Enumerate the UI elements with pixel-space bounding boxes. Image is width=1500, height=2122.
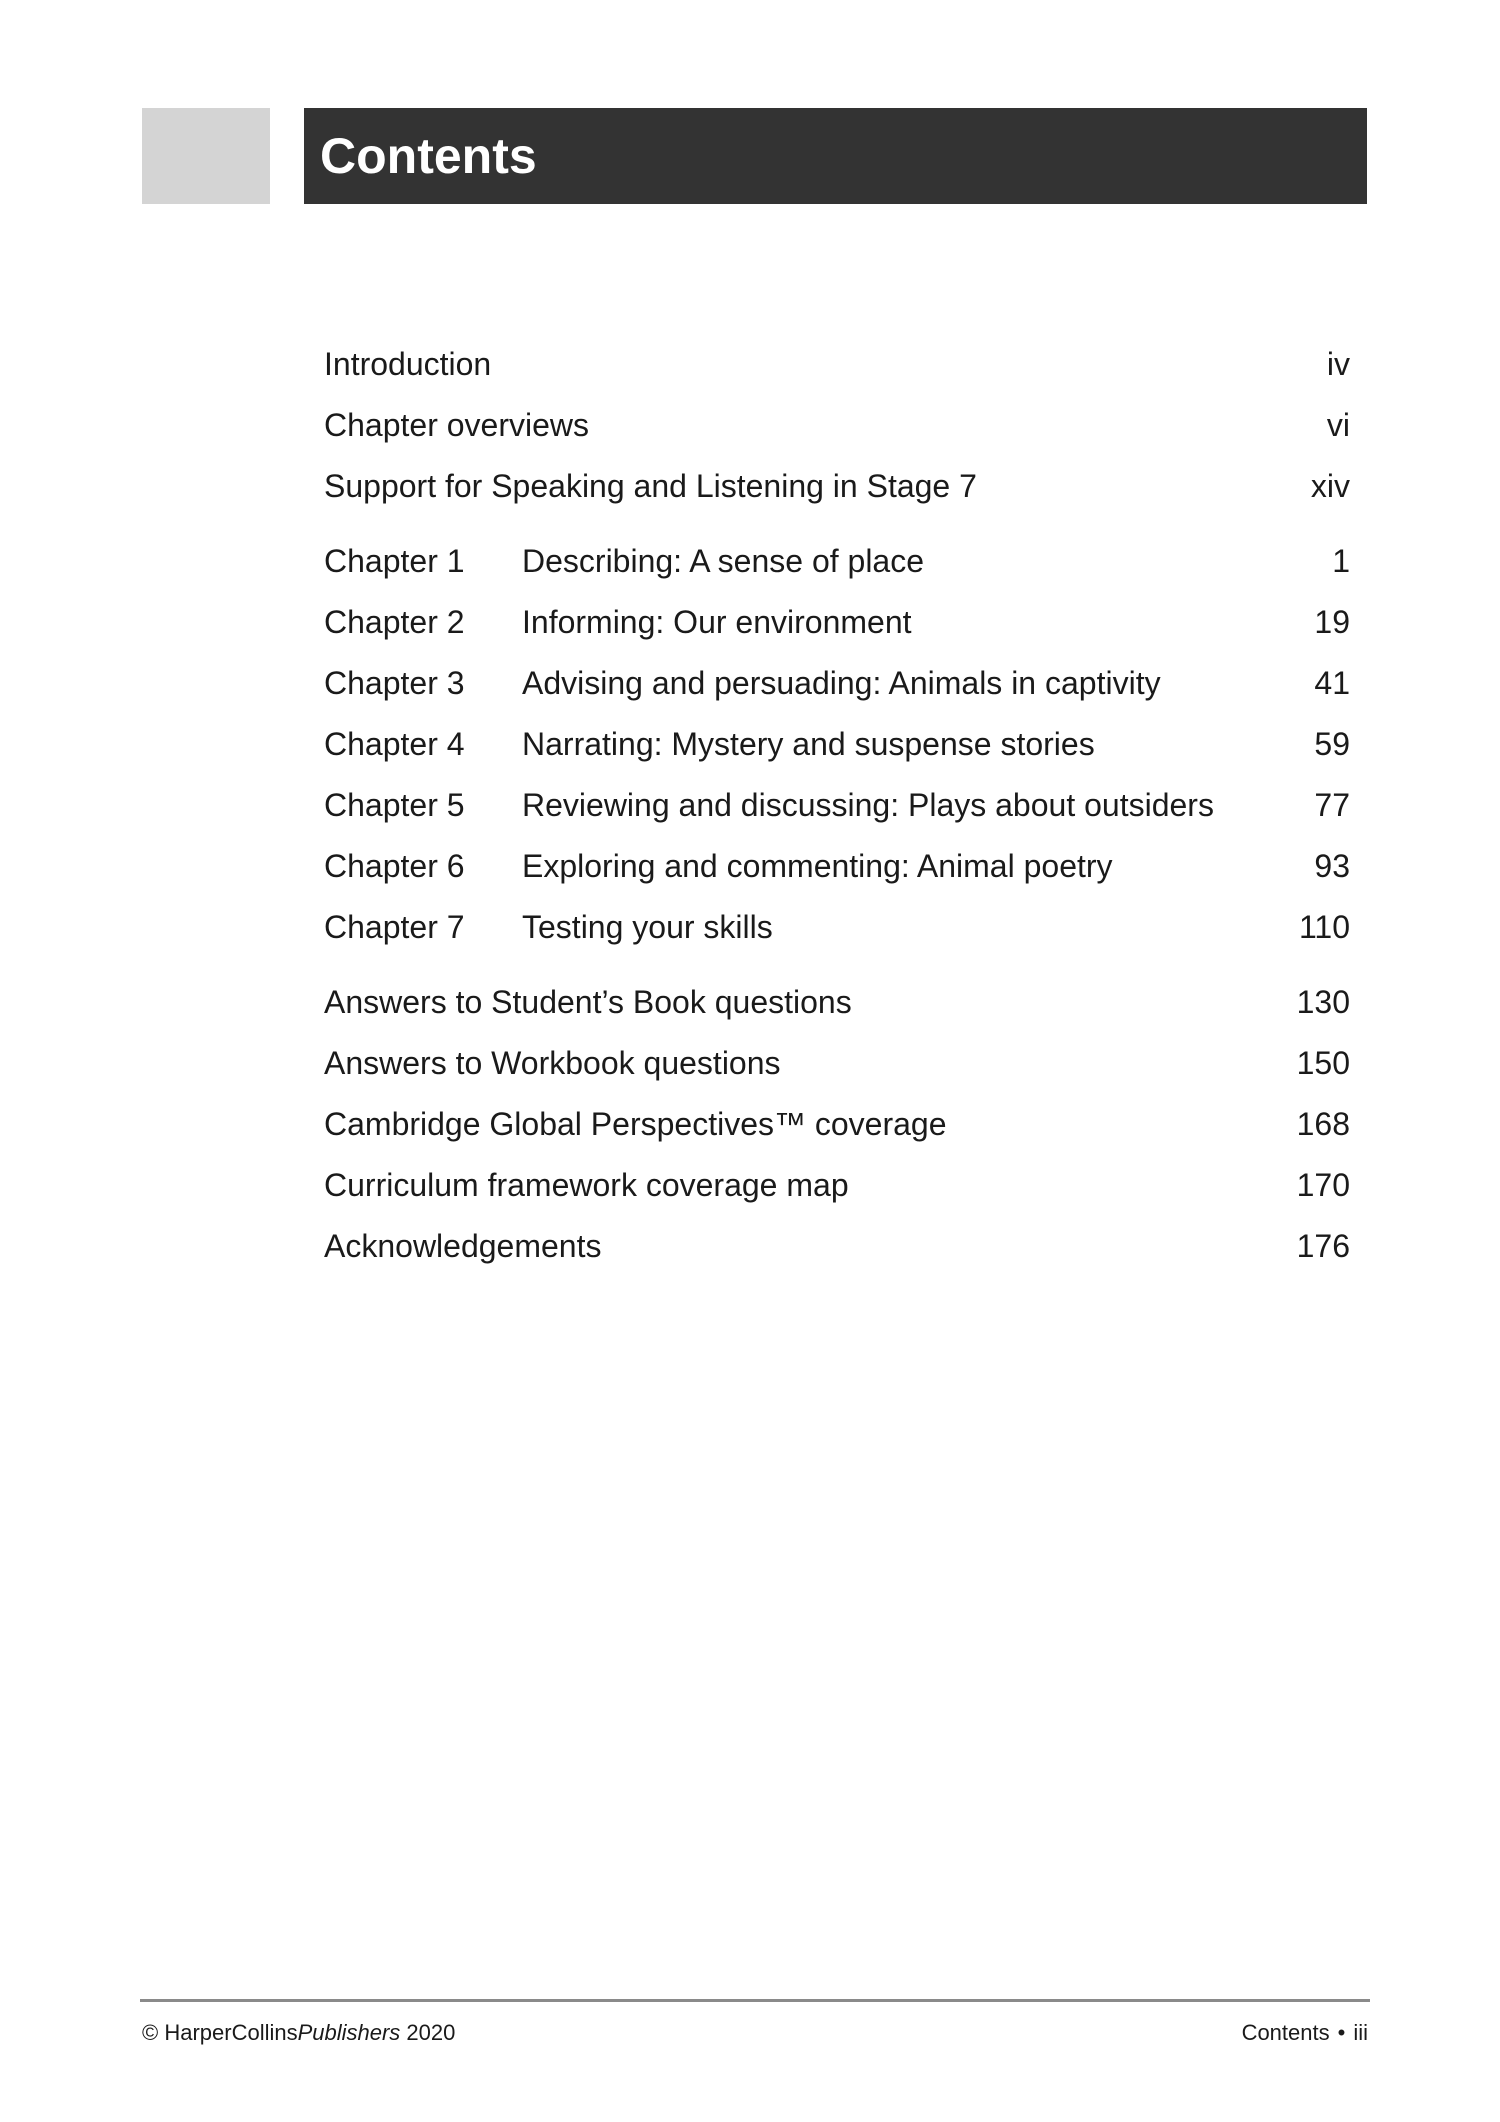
title-bar <box>304 108 1367 204</box>
header-grey-block <box>142 108 270 204</box>
toc-chapters <box>324 531 1350 958</box>
toc-entry-title: Chapter overviews <box>324 407 589 443</box>
toc-entry-title: Exploring and commenting: Animal poetry <box>522 848 1113 884</box>
footer-section: Contents <box>1241 2020 1330 2045</box>
toc-entry-page: 150 <box>1296 1045 1350 1081</box>
toc-chapter-number: Chapter 1 <box>324 543 465 579</box>
toc-entry[interactable] <box>324 395 1350 456</box>
toc-chapter-entry[interactable] <box>324 531 1350 592</box>
toc-front-matter <box>324 334 1350 517</box>
footer-bullet: • <box>1337 2020 1346 2045</box>
toc-entry-page: vi <box>1326 407 1350 443</box>
toc-entry-title: Advising and persuading: Animals in captivity <box>522 665 1161 701</box>
running-footer <box>1242 2020 1368 2046</box>
toc-entry-title: Support for Speaking and Listening in Stage 7 <box>324 468 977 504</box>
toc-entry-title: Testing your skills <box>522 909 773 945</box>
toc-entry[interactable] <box>324 1094 1350 1155</box>
toc-chapter-number: Chapter 7 <box>324 909 465 945</box>
toc-entry-page: 176 <box>1296 1228 1350 1264</box>
toc-chapter-number: Chapter 3 <box>324 665 465 701</box>
toc-entry-page: 77 <box>1314 787 1350 823</box>
toc-entry-title: Reviewing and discussing: Plays about outsiders <box>522 787 1214 823</box>
toc-chapter-entry[interactable] <box>324 775 1350 836</box>
toc-entry-page: 19 <box>1314 604 1350 640</box>
toc-chapter-entry[interactable] <box>324 836 1350 897</box>
page-footer <box>142 2020 1368 2050</box>
toc-chapter-entry[interactable] <box>324 592 1350 653</box>
toc-entry-page: 59 <box>1314 726 1350 762</box>
toc-entry[interactable] <box>324 1033 1350 1094</box>
toc-chapter-number: Chapter 6 <box>324 848 465 884</box>
footer-divider <box>140 1999 1370 2002</box>
copyright-italic: Publishers <box>297 2020 401 2045</box>
toc-entry-page: 1 <box>1332 543 1350 579</box>
toc-entry-page: iv <box>1326 346 1350 382</box>
page-title: Contents <box>320 128 537 184</box>
toc-chapter-entry[interactable] <box>324 897 1350 958</box>
toc-entry-title: Cambridge Global Perspectives™ coverage <box>324 1106 947 1142</box>
toc-entry-title: Acknowledgements <box>324 1228 602 1264</box>
toc-entry[interactable] <box>324 1155 1350 1216</box>
copyright-year: 2020 <box>400 2020 456 2045</box>
toc-entry[interactable] <box>324 972 1350 1033</box>
toc-chapter-entry[interactable] <box>324 653 1350 714</box>
toc-entry-title: Describing: A sense of place <box>522 543 925 579</box>
toc-entry-page: 130 <box>1296 984 1350 1020</box>
page-number: iii <box>1353 2020 1368 2045</box>
toc-entry-title: Answers to Workbook questions <box>324 1045 781 1081</box>
toc-entry-page: 168 <box>1296 1106 1350 1142</box>
copyright-prefix: © HarperCollins <box>142 2020 298 2045</box>
toc-entry-page: 170 <box>1296 1167 1350 1203</box>
toc-back-matter <box>324 972 1350 1277</box>
copyright-notice <box>142 2020 455 2046</box>
toc-entry[interactable] <box>324 334 1350 395</box>
toc-chapter-entry[interactable] <box>324 714 1350 775</box>
toc-entry-page: 93 <box>1314 848 1350 884</box>
toc-entry-title: Introduction <box>324 346 492 382</box>
toc-chapter-number: Chapter 4 <box>324 726 465 762</box>
toc-chapter-number: Chapter 5 <box>324 787 465 823</box>
toc-entry-title: Narrating: Mystery and suspense stories <box>522 726 1095 762</box>
toc-chapter-number: Chapter 2 <box>324 604 465 640</box>
toc-entry[interactable] <box>324 456 1350 517</box>
toc-entry[interactable] <box>324 1216 1350 1277</box>
toc-entry-title: Informing: Our environment <box>522 604 912 640</box>
table-of-contents <box>324 334 1350 1277</box>
toc-entry-title: Answers to Student’s Book questions <box>324 984 852 1020</box>
toc-entry-page: xiv <box>1310 468 1350 504</box>
toc-entry-page: 41 <box>1314 665 1350 701</box>
toc-entry-page: 110 <box>1298 909 1350 945</box>
toc-entry-title: Curriculum framework coverage map <box>324 1167 849 1203</box>
